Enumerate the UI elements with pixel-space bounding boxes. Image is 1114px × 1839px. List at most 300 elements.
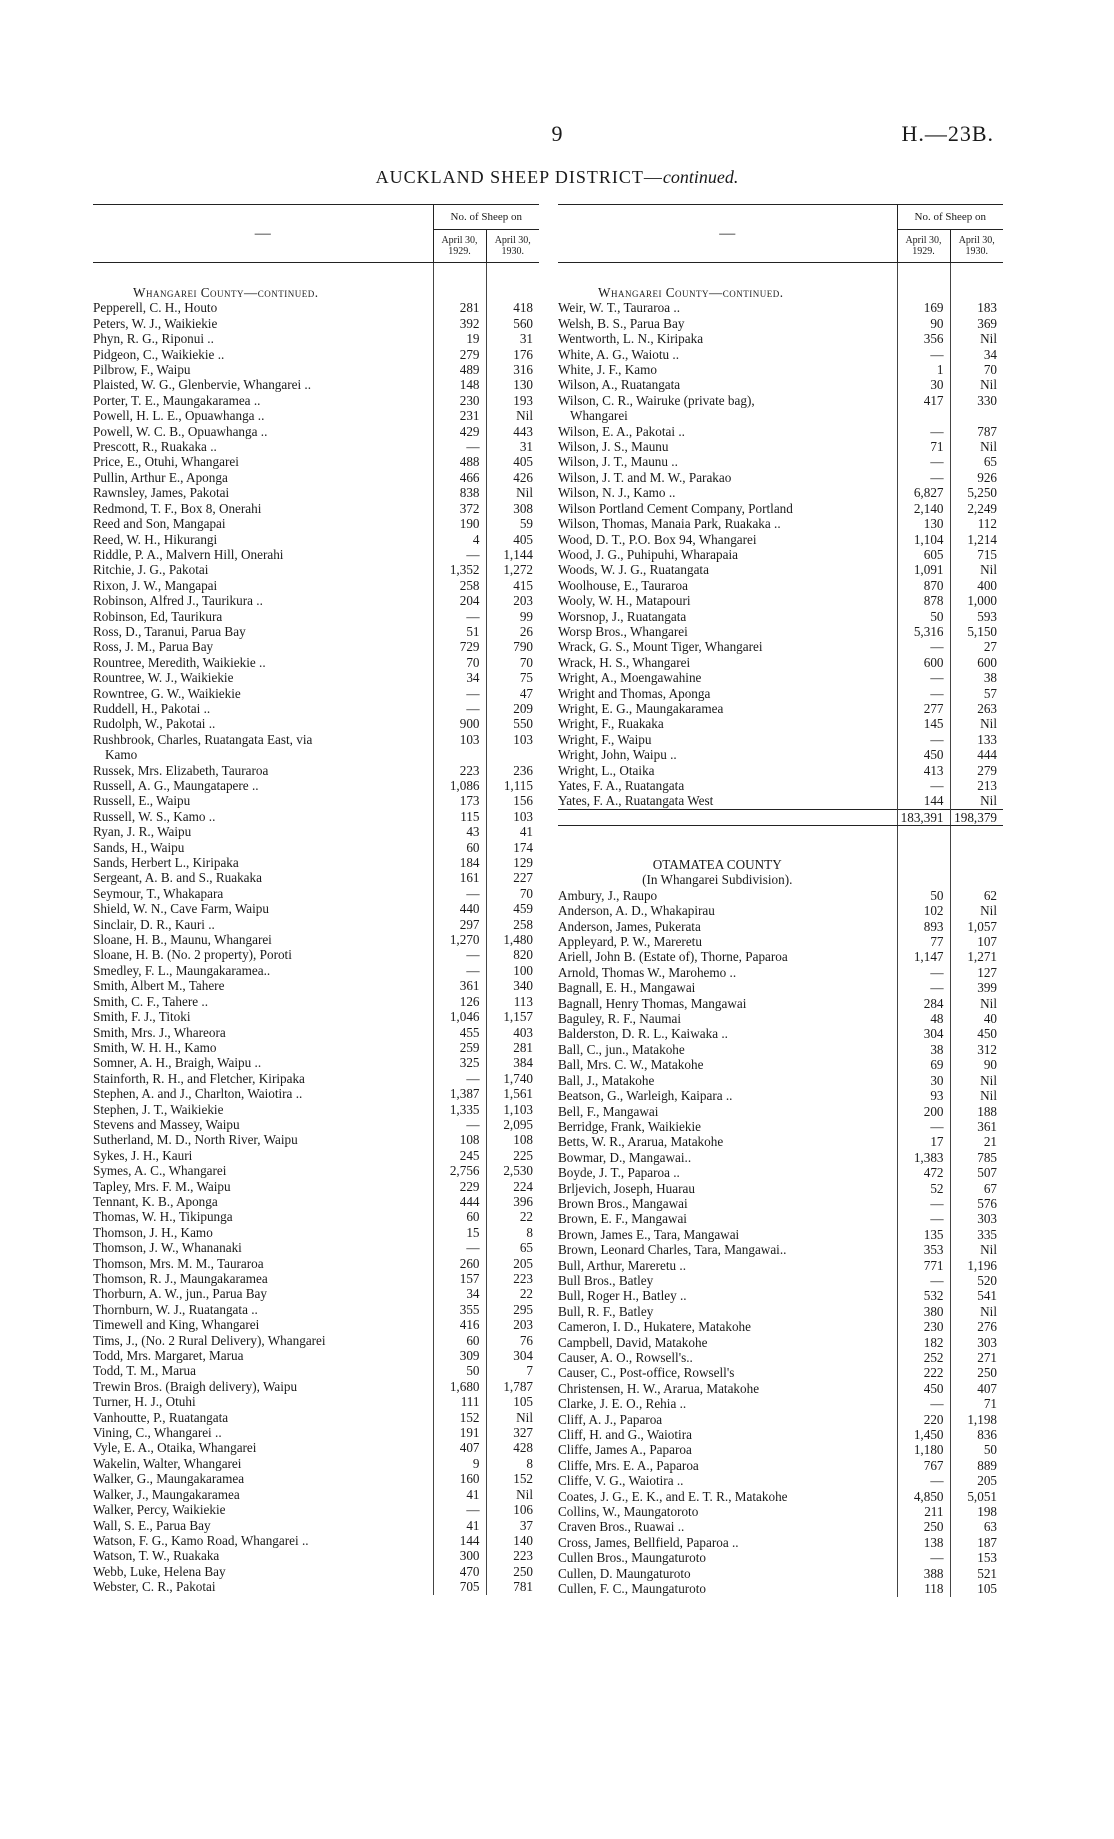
sheep-1929: 600	[897, 655, 950, 670]
table-row	[93, 300, 539, 315]
owner-name: Collins, W., Maungatoroto	[558, 1504, 699, 1520]
sheep-1930: 62	[950, 888, 1003, 903]
owner-name: Ross, D., Taranui, Parua Bay	[93, 623, 246, 639]
table-row	[558, 1258, 1003, 1273]
table-row	[93, 1456, 539, 1471]
owner-name: Thomson, R. J., Maungakaramea	[93, 1271, 268, 1286]
sheep-1930: 188	[950, 1104, 1003, 1119]
sheep-1929: —	[897, 1273, 950, 1288]
owner-name: Wright, A., Moengawahine	[558, 670, 702, 686]
sheep-1930: 140	[486, 1533, 539, 1548]
otamatea-subdivision-note: (In Whangarei Subdivision).	[642, 872, 793, 888]
sheep-1929: 325	[433, 1055, 486, 1070]
owner-name: Woods, W. J. G., Ruatangata	[558, 562, 709, 578]
sheep-1930: 203	[486, 1317, 539, 1332]
sheep-1930: 187	[950, 1535, 1003, 1550]
sheep-1929: —	[897, 1396, 950, 1411]
table-row	[93, 809, 539, 824]
sheep-1930: 26	[486, 624, 539, 639]
table-row	[93, 701, 539, 716]
sheep-1929: 489	[433, 362, 486, 377]
table-row	[93, 732, 539, 747]
owner-name: Thomas, W. H., Tikipunga	[93, 1209, 233, 1225]
owner-name: Anderson, A. D., Whakapirau	[558, 903, 715, 919]
table-row	[93, 578, 539, 593]
right-column	[558, 204, 1003, 1597]
sheep-1929: 488	[433, 454, 486, 469]
table-row	[558, 424, 1003, 439]
sheep-1929: —	[433, 1117, 486, 1132]
owner-name: Wrack, G. S., Mount Tiger, Whangarei	[558, 639, 763, 655]
owner-name: Bull, Arthur, Mareretu ..	[558, 1257, 687, 1273]
sheep-1930: Nil	[950, 439, 1003, 454]
table-row	[558, 888, 1003, 903]
sheep-1930	[950, 408, 1003, 423]
sheep-1930: 426	[486, 470, 539, 485]
table-row	[93, 624, 539, 639]
sheep-1929: 4	[433, 532, 486, 547]
sheep-1929: 1,383	[897, 1150, 950, 1165]
owner-name: Stevens and Massey, Waipu	[93, 1116, 240, 1132]
sheep-1929: 17	[897, 1134, 950, 1149]
owner-name: Pidgeon, C., Waikiekie ..	[93, 346, 225, 362]
owner-name: Price, E., Otuhi, Whangarei	[93, 454, 239, 470]
owner-name: Tapley, Mrs. F. M., Waipu	[93, 1178, 231, 1194]
table-row	[558, 1227, 1003, 1242]
table-row	[93, 1348, 539, 1363]
sheep-1929: 1,046	[433, 1009, 486, 1024]
date-1929-header: April 30, 1929.	[897, 230, 950, 263]
table-row	[93, 1240, 539, 1255]
owner-name: Russell, E., Waipu	[93, 793, 191, 809]
table-row	[93, 1086, 539, 1101]
sheep-1930: 130	[486, 377, 539, 392]
table-row	[93, 1302, 539, 1317]
table-row	[93, 1025, 539, 1040]
sheep-1929: 191	[433, 1425, 486, 1440]
table-row	[558, 300, 1003, 315]
sheep-1929: —	[433, 686, 486, 701]
date-1929-header: April 30, 1929.	[433, 230, 486, 263]
sheep-1930: 276	[950, 1319, 1003, 1334]
sheep-1929: 372	[433, 501, 486, 516]
sheep-1929: —	[433, 886, 486, 901]
owner-name: Cliffe, V. G., Waiotira ..	[558, 1473, 684, 1489]
owner-name: Balderston, D. R. L., Kaiwaka ..	[558, 1026, 728, 1042]
owner-name: Russell, W. S., Kamo ..	[93, 808, 216, 824]
owner-name: Wilson, C. R., Wairuke (private bag),	[558, 392, 755, 408]
owner-name: Welsh, B. S., Parua Bay	[558, 315, 685, 331]
owner-name: Vining, C., Whangarei ..	[93, 1425, 222, 1441]
sheep-1930: 258	[486, 917, 539, 932]
sheep-1929: 1,680	[433, 1379, 486, 1394]
owner-name: Phyn, R. G., Riponui ..	[93, 331, 214, 347]
sheep-1929: 361	[433, 978, 486, 993]
table-row	[558, 578, 1003, 593]
sheep-1929: 204	[433, 593, 486, 608]
sheep-1929: 52	[897, 1181, 950, 1196]
owner-name: Wilson, A., Ruatangata	[558, 377, 681, 393]
sheep-1929: 41	[433, 1487, 486, 1502]
table-row	[93, 1440, 539, 1455]
owner-name: Ball, J., Matakohe	[558, 1072, 655, 1088]
sheep-1930: 550	[486, 716, 539, 731]
page-title	[0, 167, 1114, 188]
table-row	[558, 747, 1003, 762]
sheep-1929: 43	[433, 824, 486, 839]
owner-name: Causer, C., Post-office, Rowsell's	[558, 1365, 735, 1381]
sheep-1930: Nil	[950, 716, 1003, 731]
sheep-1930: Nil	[486, 1487, 539, 1502]
sheep-1929: 161	[433, 870, 486, 885]
table-row	[558, 980, 1003, 995]
table-row	[93, 1286, 539, 1301]
table-row	[93, 778, 539, 793]
owner-name: Wright, John, Waipu ..	[558, 747, 677, 763]
table-row	[93, 840, 539, 855]
owner-name: Thomson, J. H., Kamo	[93, 1224, 213, 1240]
sheep-1929: 144	[897, 793, 950, 809]
sheep-1930: 34	[950, 347, 1003, 362]
sheep-1929: —	[433, 547, 486, 562]
sheep-1929: —	[433, 1071, 486, 1086]
owner-name: Cross, James, Bellfield, Paparoa ..	[558, 1534, 739, 1550]
sheep-1929: 407	[433, 1440, 486, 1455]
sheep-1929: 184	[433, 855, 486, 870]
sheep-1929: —	[897, 670, 950, 685]
sheep-1930: 67	[950, 1181, 1003, 1196]
table-row	[93, 824, 539, 839]
table-row	[93, 470, 539, 485]
owner-name: Baguley, R. F., Naumai	[558, 1011, 681, 1027]
owner-name: Wakelin, Walter, Whangarei	[93, 1455, 242, 1471]
table-row	[558, 716, 1003, 731]
owner-name: Ruddell, H., Pakotai ..	[93, 700, 211, 716]
sheep-1929: 15	[433, 1225, 486, 1240]
sheep-1930: 250	[486, 1564, 539, 1579]
sheep-1929: 90	[897, 316, 950, 331]
sheep-1930: 31	[486, 331, 539, 346]
owner-name: Timewell and King, Whangarei	[93, 1317, 260, 1333]
sheep-1929: 284	[897, 996, 950, 1011]
owner-name: Reed, W. H., Hikurangi	[93, 531, 218, 547]
owner-name: Vyle, E. A., Otaika, Whangarei	[93, 1440, 257, 1456]
sheep-1930: 781	[486, 1579, 539, 1594]
sheep-1929: 250	[897, 1519, 950, 1534]
table-row	[93, 439, 539, 454]
sheep-1929: 870	[897, 578, 950, 593]
table-row	[93, 393, 539, 408]
sheep-1929: 1,352	[433, 562, 486, 577]
owner-name: Thorburn, A. W., jun., Parua Bay	[93, 1286, 267, 1302]
owner-name: Stephen, A. and J., Charlton, Waiotira ..	[93, 1086, 303, 1102]
sheep-1929: 1,180	[897, 1442, 950, 1457]
owner-name: Ritchie, J. G., Pakotai	[93, 562, 209, 578]
sheep-1929: —	[433, 609, 486, 624]
sheep-1930: 403	[486, 1025, 539, 1040]
table-row	[93, 855, 539, 870]
table-row	[558, 1350, 1003, 1365]
sheep-1929: 9	[433, 1456, 486, 1471]
owner-name: Reed and Son, Mangapai	[93, 516, 226, 532]
sheep-1930: 31	[486, 439, 539, 454]
date-1930-header: April 30, 1930.	[950, 230, 1003, 263]
owner-name: Stainforth, R. H., and Fletcher, Kiripaka	[93, 1070, 305, 1086]
sheep-1929: 472	[897, 1165, 950, 1180]
owner-name: Woolhouse, E., Tauraroa	[558, 577, 688, 593]
sheep-1929: 245	[433, 1148, 486, 1163]
owner-name: Brown, E. F., Mangawai	[558, 1211, 687, 1227]
table-row	[93, 1194, 539, 1209]
sheep-1930: 5,051	[950, 1489, 1003, 1504]
sheep-1929: 93	[897, 1088, 950, 1103]
table-row	[558, 439, 1003, 454]
owner-name: Wilson Portland Cement Company, Portland	[558, 500, 793, 516]
owner-name: Brown, Leonard Charles, Tara, Mangawai..	[558, 1242, 787, 1258]
table-row	[558, 1011, 1003, 1026]
sheep-1930: 715	[950, 547, 1003, 562]
sheep-1929: 111	[433, 1394, 486, 1409]
owner-name: Yates, F. A., Ruatangata	[558, 778, 685, 793]
table-row	[558, 1165, 1003, 1180]
sheep-1929: 466	[433, 470, 486, 485]
sheep-1930: 22	[486, 1286, 539, 1301]
table-row	[558, 701, 1003, 716]
sheep-1930: 541	[950, 1288, 1003, 1303]
sheep-1930: 8	[486, 1225, 539, 1240]
sheep-1930: 193	[486, 393, 539, 408]
sheep-1929: 70	[433, 655, 486, 670]
owner-name: Rawnsley, James, Pakotai	[93, 485, 230, 501]
owner-name: Sloane, H. B. (No. 2 property), Poroti	[93, 947, 292, 963]
sheep-1929: 1,270	[433, 932, 486, 947]
sheep-1929: 455	[433, 1025, 486, 1040]
sheep-1930: Nil	[950, 996, 1003, 1011]
sheep-1929: 34	[433, 670, 486, 685]
sheep-1930: 1,561	[486, 1086, 539, 1101]
page-title-main: AUCKLAND SHEEP DISTRICT—	[375, 167, 663, 187]
owner-name: Shield, W. N., Cave Farm, Waipu	[93, 901, 269, 917]
owner-name: Watson, F. G., Kamo Road, Whangarei ..	[93, 1532, 309, 1548]
sheep-1930: 400	[950, 578, 1003, 593]
owner-name: Walker, G., Maungakaramea	[93, 1471, 245, 1487]
sheep-1929: 30	[897, 1073, 950, 1088]
owner-name: Smith, F. J., Titoki	[93, 1009, 191, 1025]
owner-name: Tims, J., (No. 2 Rural Delivery), Whangarei	[93, 1332, 326, 1348]
table-row	[558, 1026, 1003, 1041]
sheep-1929: 297	[433, 917, 486, 932]
sheep-1929: 380	[897, 1304, 950, 1319]
sheep-1930: Nil	[950, 793, 1003, 809]
table-row	[93, 716, 539, 731]
owner-name: Thomson, Mrs. M. M., Tauraroa	[93, 1255, 264, 1271]
sheep-1930: 70	[486, 655, 539, 670]
sheep-1929: 413	[897, 763, 950, 778]
sheep-1929: 260	[433, 1256, 486, 1271]
sheep-1929: 50	[897, 609, 950, 624]
table-row	[558, 1134, 1003, 1149]
sheep-1930: 70	[486, 886, 539, 901]
sheep-1929: 51	[433, 624, 486, 639]
table-row	[93, 901, 539, 916]
table-row	[558, 949, 1003, 964]
table-row	[93, 1564, 539, 1579]
sheep-1929: —	[433, 701, 486, 716]
sheep-1929: 152	[433, 1410, 486, 1425]
owner-name: Brljevich, Joseph, Huarau	[558, 1180, 695, 1196]
sheep-1929: —	[897, 686, 950, 701]
sheep-1930: 47	[486, 686, 539, 701]
sheep-1929: 103	[433, 732, 486, 747]
sheep-1930: 1,271	[950, 949, 1003, 964]
right-total-body	[558, 809, 1003, 888]
sheep-1930: 90	[950, 1057, 1003, 1072]
table-row	[93, 1179, 539, 1194]
table-row	[93, 1425, 539, 1440]
table-row	[558, 996, 1003, 1011]
sheep-1929: 108	[433, 1132, 486, 1147]
sheep-1929: 1,091	[897, 562, 950, 577]
sheep-1930: 1,787	[486, 1379, 539, 1394]
table-row	[558, 1566, 1003, 1581]
table-row	[558, 1458, 1003, 1473]
owner-name: Wrack, H. S., Whangarei	[558, 654, 691, 670]
sheep-1929: 190	[433, 516, 486, 531]
owner-name: Sands, H., Waipu	[93, 839, 185, 855]
sheep-1930: 443	[486, 424, 539, 439]
table-row	[558, 1042, 1003, 1057]
table-row	[558, 1288, 1003, 1303]
sheep-1930: 50	[950, 1442, 1003, 1457]
table-row	[558, 778, 1003, 793]
table-row	[93, 1225, 539, 1240]
table-row	[558, 316, 1003, 331]
sheep-1930: 316	[486, 362, 539, 377]
owner-name: Somner, A. H., Braigh, Waipu ..	[93, 1055, 262, 1071]
sheep-1930: 40	[950, 1011, 1003, 1026]
owner-name: Thornburn, W. J., Ruatangata ..	[93, 1301, 258, 1317]
owner-name: Cameron, I. D., Hukatere, Matakohe	[558, 1319, 751, 1335]
owner-name: Pilbrow, F., Waipu	[93, 362, 191, 378]
sheep-1929: 767	[897, 1458, 950, 1473]
sheep-1929: 130	[897, 516, 950, 531]
sheep-1929: 230	[433, 393, 486, 408]
page-number: 9	[551, 121, 563, 146]
table-row	[558, 1489, 1003, 1504]
sheep-1930: 1,115	[486, 778, 539, 793]
sheep-1929: 48	[897, 1011, 950, 1026]
owner-name: Bell, F., Mangawai	[558, 1103, 659, 1119]
sheep-1930: 5,150	[950, 624, 1003, 639]
table-row	[558, 686, 1003, 701]
table-row	[93, 1117, 539, 1132]
sheep-1929: —	[897, 732, 950, 747]
table-row	[93, 1410, 539, 1425]
total-1929: 183,391	[897, 809, 950, 825]
owner-name: Wilson, J. S., Maunu	[558, 439, 669, 455]
sheep-1929: 182	[897, 1335, 950, 1350]
sheep-1929: 309	[433, 1348, 486, 1363]
owner-name: Craven Bros., Ruawai ..	[558, 1519, 685, 1535]
table-row	[93, 1071, 539, 1086]
owner-name: Betts, W. R., Ararua, Matakohe	[558, 1134, 724, 1150]
sheep-1929: 878	[897, 593, 950, 608]
sheep-1929: 893	[897, 919, 950, 934]
table-row	[558, 1104, 1003, 1119]
table-row	[93, 1394, 539, 1409]
owner-name: Wilson, E. A., Pakotai ..	[558, 423, 685, 439]
sheep-1929: 440	[433, 901, 486, 916]
table-row	[93, 917, 539, 932]
sheep-1929: 229	[433, 1179, 486, 1194]
table-row	[558, 655, 1003, 670]
table-row	[558, 1535, 1003, 1550]
sheep-1930: 312	[950, 1042, 1003, 1057]
sheep-1929: 135	[897, 1227, 950, 1242]
table-row	[93, 686, 539, 701]
sheep-1930: 65	[950, 454, 1003, 469]
table-row	[93, 562, 539, 577]
sheep-1929: 19	[433, 331, 486, 346]
page-title-continued: continued.	[662, 167, 739, 187]
owner-name: Stephen, J. T., Waikiekie	[93, 1101, 224, 1117]
sheep-1929: 258	[433, 578, 486, 593]
owner-name: Causer, A. O., Rowsell's..	[558, 1350, 693, 1365]
table-row	[558, 1211, 1003, 1226]
right-sheep-table	[558, 204, 1003, 1597]
sheep-1929: —	[897, 1473, 950, 1488]
county-total-row	[558, 809, 1003, 825]
sheep-1929: —	[897, 424, 950, 439]
owner-name: Russell, A. G., Maungatapere ..	[93, 778, 259, 793]
date-1930-header: April 30, 1930.	[486, 230, 539, 263]
table-row	[558, 1273, 1003, 1288]
sheep-1930: 600	[950, 655, 1003, 670]
sheep-1930: 133	[950, 732, 1003, 747]
sheep-1929: 417	[897, 393, 950, 408]
table-row	[93, 1363, 539, 1378]
sheep-1930: 2,249	[950, 501, 1003, 516]
sheep-1929: 281	[433, 300, 486, 315]
sheep-1930: 65	[486, 1240, 539, 1255]
sheep-1930: Nil	[486, 1410, 539, 1425]
sheep-1930: 450	[950, 1026, 1003, 1041]
table-row	[558, 919, 1003, 934]
table-row	[558, 362, 1003, 377]
table-row	[93, 1487, 539, 1502]
sheep-1930: 250	[950, 1365, 1003, 1380]
sheep-1929: 392	[433, 316, 486, 331]
sheep-1930: 303	[950, 1335, 1003, 1350]
sheep-1930: 327	[486, 1425, 539, 1440]
table-row	[93, 501, 539, 516]
owner-name: Smith, W. H. H., Kamo	[93, 1039, 217, 1055]
sheep-1930: 836	[950, 1427, 1003, 1442]
sheep-1929: 1	[897, 362, 950, 377]
table-row	[93, 377, 539, 392]
total-1930: 198,379	[950, 809, 1003, 825]
table-row	[558, 347, 1003, 362]
sheep-1930: 593	[950, 609, 1003, 624]
sheep-1930: 330	[950, 393, 1003, 408]
table-row	[558, 1150, 1003, 1165]
sheep-1930: 106	[486, 1502, 539, 1517]
owner-name: Sergeant, A. B. and S., Ruakaka	[93, 870, 262, 886]
sheep-1929: —	[433, 439, 486, 454]
sheep-1929: 705	[433, 1579, 486, 1594]
left-column	[93, 204, 539, 1595]
sheep-1929: 230	[897, 1319, 950, 1334]
